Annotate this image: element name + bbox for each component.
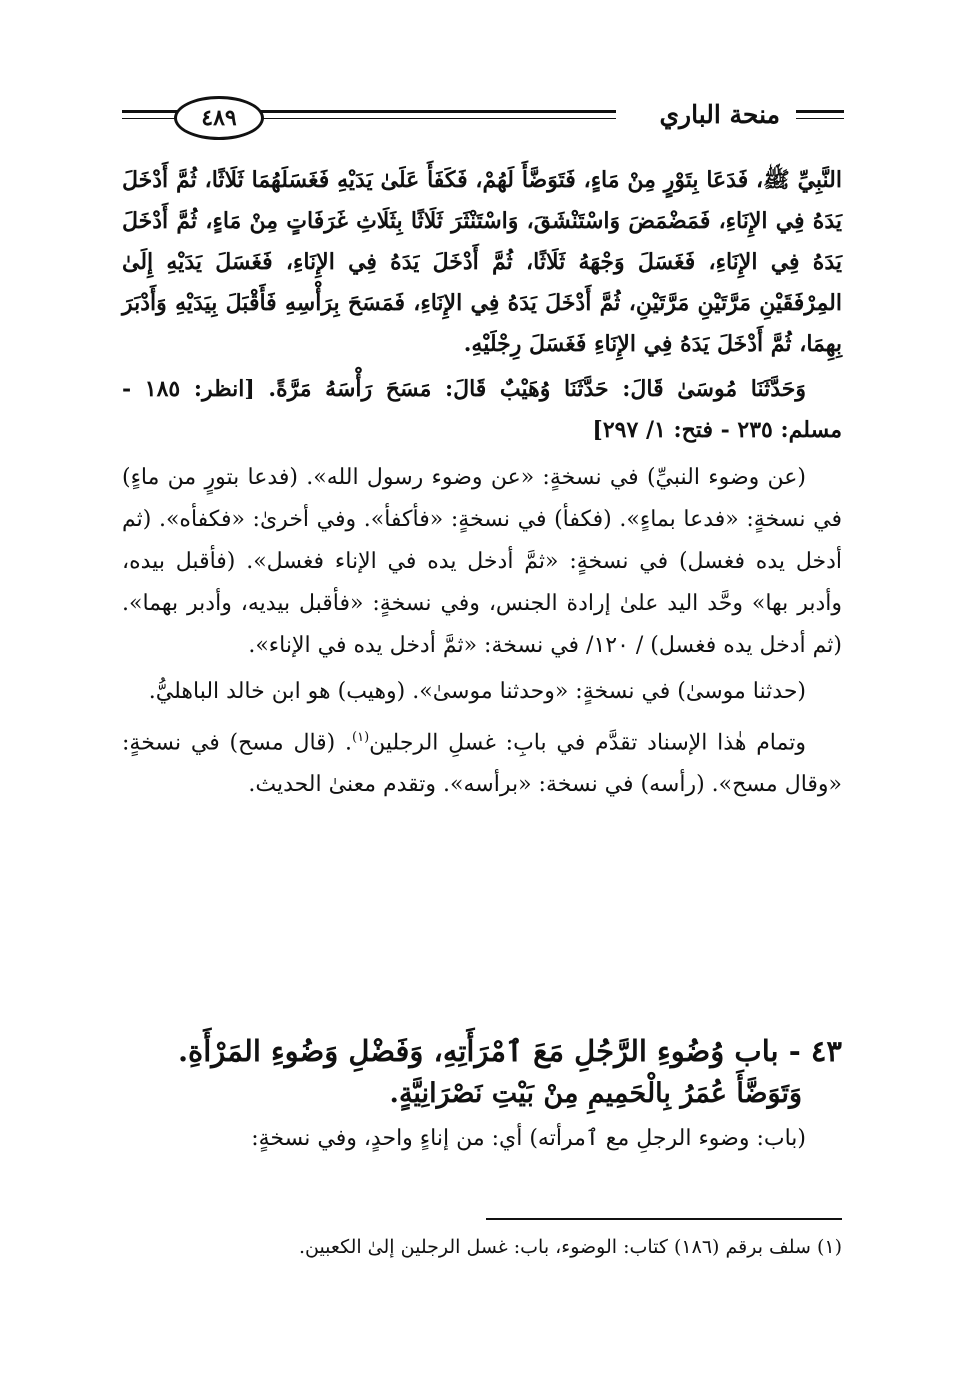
header-rule-middle-bottom [256,118,616,119]
commentary-p3-end: . (قال مسح) في نسخةٍ: «وقال مسح». (رأسه) في نسخة: «برأسه». وتقدم معنىٰ الحديث. [122,730,842,798]
chapter-subtitle: وَتَوَضَّأَ عُمَرُ بِالْحَمِيمِ مِنْ بَيْتِ نَصْرَانِيَّةٍ. [389,1078,802,1109]
commentary-paragraph-2: (حدثنا موسىٰ) في نسخةٍ: «وحدثنا موسىٰ». (وهيب) هو ابن خالد الباهليُّ. [148,679,806,704]
footnote: (١) سلف برقم (١٨٦) كتاب: الوضوء، باب: غسل الرجلين إلىٰ الكعبين. [298,1236,842,1258]
footnote-separator [486,1218,842,1220]
header-rule-middle-top [256,110,616,113]
header-rule-right-top [796,110,844,113]
hadith-second-chain: وَحَدَّثَنَا مُوسَىٰ قَالَ: حَدَّثَنَا وُهَيْبٌ قَالَ: مَسَحَ رَأْسَهُ مَرَّةً. [انظر: ١٨٥ - مسلم: ٢٣٥ - فتح: ١/ ٢٩٧] [122,376,842,443]
chapter-title: ٤٣ - باب وُضُوءِ الرَّجُلِ مَعَ ٱمْرَأَتِهِ، وَفَضْلِ وَضُوءِ المَرْأَةِ. [177,1034,842,1068]
chapter-section [122,1028,842,1160]
page-header [122,96,844,140]
commentary-p3-start: وتمام هٰذا الإسناد تقدَّم في بابِ: غسلِ الرجلين [369,730,806,756]
header-rule-left-bottom [122,118,178,119]
main-text [122,160,842,806]
header-rule-right-bottom [796,118,844,119]
chapter-commentary: (باب: وضوء الرجلِ مع ٱمرأته) أي: من إناءٍ واحدٍ، وفي نسخةٍ: [251,1126,806,1151]
commentary-paragraph-3 [122,717,842,806]
hadith-text: النَّبِيِّ ﷺ، فَدَعَا بِتَوْرٍ مِنْ مَاءٍ، فَتَوَضَّأَ لَهُمْ، فَكَفَأَ عَلَىٰ يَدَيْهِ فَغَسَلَهُمَا ثَلَاثًا، ثُمَّ أَدْخَلَ يَدَهُ فِي الإِنَاءِ، فَمَضْمَضَ وَاسْتَنْشَقَ، وَاسْتَنْثَرَ ثَلَاثًا بِثَلَاثِ غَرَفَاتٍ مِنْ مَاءٍ، ثُمَّ أَدْخَلَ يَدَهُ فِي الإِنَاءِ، فَغَسَلَ وَجْهَهُ ثَلَاثًا، ثُمَّ أَدْخَلَ يَدَهُ فِي الإِنَاءِ، فَغَسَلَ يَدَيْهِ إِلَىٰ المِرْفَقَيْنِ مَرَّتَيْنِ مَرَّتَيْنِ، ثُمَّ أَدْخَلَ يَدَهُ فِي الإِنَاءِ، فَمَسَحَ بِرَأْسِهِ فَأَقْبَلَ بِيَدَيْهِ وَأَدْبَرَ بِهِمَا، ثُمَّ أَدْخَلَ يَدَهُ فِي الإِنَاءِ فَغَسَلَ رِجْلَيْهِ. [122,167,842,357]
footnote-marker[interactable]: (١) [352,730,370,745]
running-title: منحة الباري [659,100,780,129]
page-number: ٤٨٩ [174,96,264,140]
commentary-paragraph-1: (عن وضوء النبيِّ) في نسخةٍ: «عن وضوء رسول الله». (فدعا بتورٍ من ماءٍ) في نسخةٍ: «فدعا بماءٍ». (فكفأ) في نسخةٍ: «فأكفأ». وفي أخرىٰ: «فكفأه». (ثم أدخل يده فغسل) في نسخةٍ: «ثمَّ أدخل يده في الإناء فغسل». (فأقبل بيده، وأدبر بها» وحَّد اليد علىٰ إرادة الجنس، وفي نسخةٍ: «فأقبل بيديه، وأدبر بهما». (ثم أدخل يده فغسل) / ١٢٠/ في نسخة: «ثمَّ أدخل يده في الإناء». [122,465,842,658]
header-rule-left-top [122,110,178,113]
